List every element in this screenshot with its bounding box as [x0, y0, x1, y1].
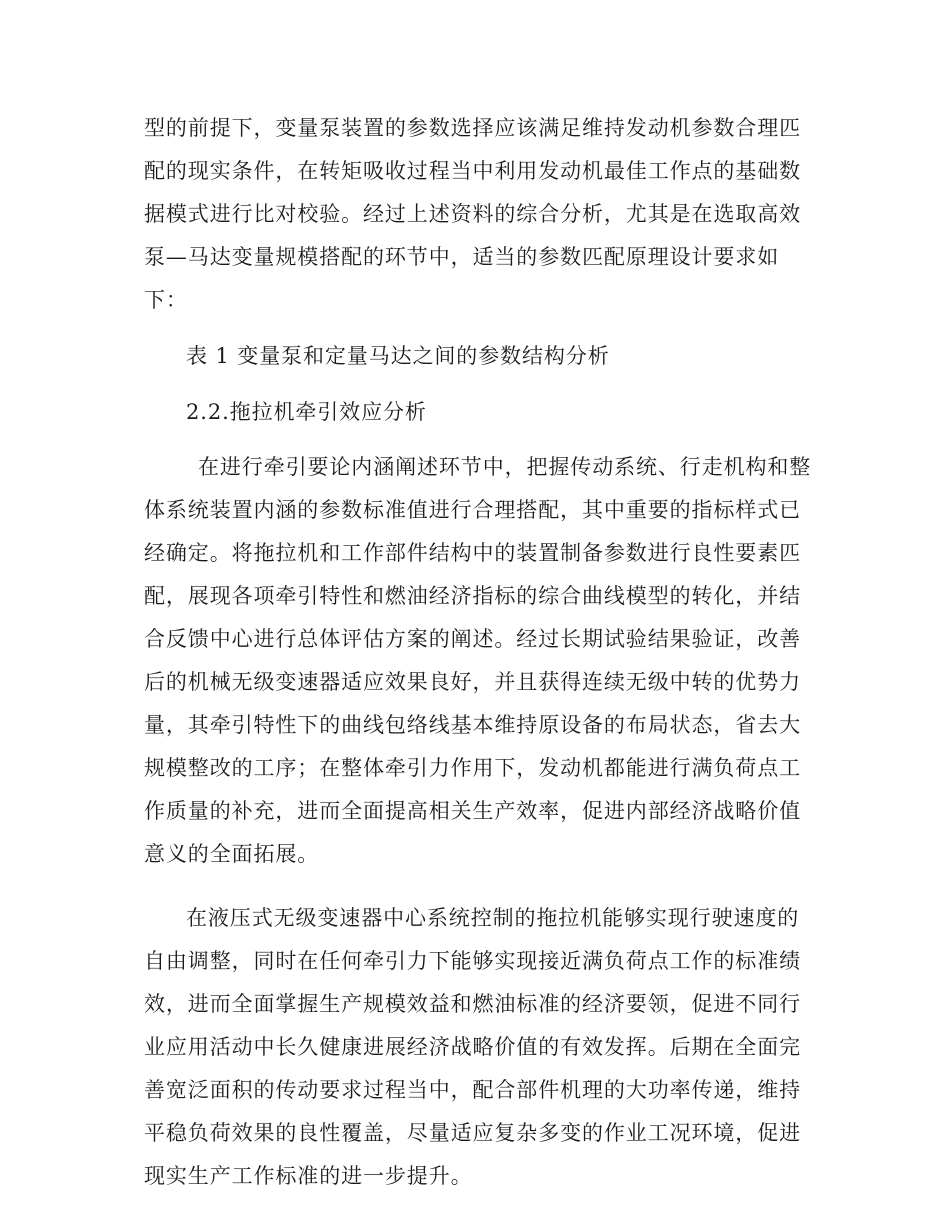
text-line: 后的机械无级变速器适应效果良好，并且获得连续无级中转的优势力	[144, 670, 801, 694]
table-caption: 表 1 变量泵和定量马达之间的参数结构分析	[186, 344, 610, 368]
text-line: 在进行牵引要论内涵阐述环节中，把握传动系统、行走机构和整	[198, 455, 812, 479]
text-line: 自由调整，同时在任何牵引力下能够实现接近满负荷点工作的标准绩	[144, 949, 801, 973]
text-line: 规模整改的工序；在整体牵引力作用下，发动机都能进行满负荷点工	[144, 756, 801, 780]
text-line: 合反馈中心进行总体评估方案的阐述。经过长期试验结果验证，改善	[144, 627, 801, 651]
text-line: 型的前提下，变量泵装置的参数选择应该满足维持发动机参数合理匹	[144, 116, 801, 140]
text-line: 下：	[144, 288, 188, 312]
text-line: 业应用活动中长久健康进展经济战略价值的有效发挥。后期在全面完	[144, 1035, 801, 1059]
text-line: 量，其牵引特性下的曲线包络线基本维持原设备的布局状态，省去大	[144, 713, 801, 737]
text-line: 现实生产工作标准的进一步提升。	[144, 1164, 473, 1188]
text-line: 据模式进行比对校验。经过上述资料的综合分析，尤其是在选取高效	[144, 202, 801, 226]
text-line: 经确定。将拖拉机和工作部件结构中的装置制备参数进行良性要素匹	[144, 541, 801, 565]
text-line: 作质量的补充，进而全面提高相关生产效率，促进内部经济战略价值	[144, 799, 801, 823]
text-line: 善宽泛面积的传动要求过程当中，配合部件机理的大功率传递，维持	[144, 1078, 801, 1102]
text-line: 意义的全面拓展。	[144, 842, 320, 866]
text-line: 泵—马达变量规模搭配的环节中，适当的参数匹配原理设计要求如	[144, 245, 780, 269]
text-line: 配的现实条件，在转矩吸收过程当中利用发动机最佳工作点的基础数	[144, 159, 801, 183]
text-line: 在液压式无级变速器中心系统控制的拖拉机能够实现行驶速度的	[186, 906, 800, 930]
text-line: 体系统装置内涵的参数标准值进行合理搭配，其中重要的指标样式已	[144, 498, 801, 522]
text-line: 平稳负荷效果的良性覆盖，尽量适应复杂多变的作业工况环境，促进	[144, 1121, 801, 1145]
text-line: 效，进而全面掌握生产规模效益和燃油标准的经济要领，促进不同行	[144, 992, 801, 1016]
text-line: 配，展现各项牵引特性和燃油经济指标的综合曲线模型的转化，并结	[144, 584, 801, 608]
section-heading: 2.2.拖拉机牵引效应分析	[186, 400, 427, 424]
